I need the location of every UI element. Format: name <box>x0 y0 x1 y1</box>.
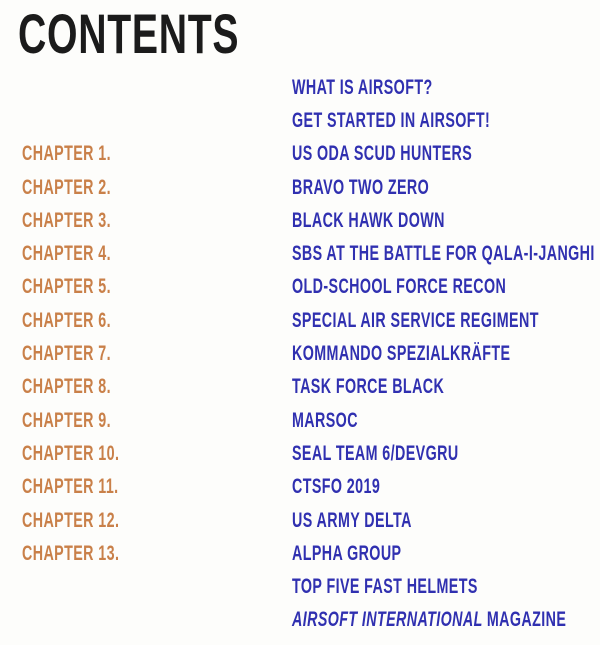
page-title: CONTENTS <box>18 2 240 65</box>
entry-title <box>292 543 401 564</box>
toc-row <box>22 138 594 171</box>
title-cell <box>292 77 594 99</box>
entry-title-part: KOMMANDO SPEZIALKRÄFTE <box>292 342 511 366</box>
chapter-cell <box>22 210 292 232</box>
toc-row <box>22 304 594 337</box>
title-cell <box>292 243 600 265</box>
entry-title <box>292 177 429 198</box>
entry-title <box>292 410 358 431</box>
entry-title-part: WHAT IS AIRSOFT? <box>292 75 433 99</box>
title-cell <box>292 343 600 365</box>
chapter-label: CHAPTER 12. <box>22 508 120 532</box>
chapter-cell <box>22 343 292 365</box>
entry-title <box>292 476 380 497</box>
entry-title <box>292 310 539 331</box>
toc-row <box>22 604 594 637</box>
entry-title <box>292 243 595 264</box>
chapter-label: CHAPTER 3. <box>22 208 111 232</box>
chapter-label: CHAPTER 10. <box>22 441 120 465</box>
entry-title-part: OLD-SCHOOL FORCE RECON <box>292 275 507 299</box>
chapter-label: CHAPTER 7. <box>22 342 111 366</box>
entry-title <box>292 143 472 164</box>
entry-title-part: MAGAZINE <box>486 608 567 632</box>
entry-title <box>292 376 444 397</box>
toc-row <box>22 570 594 603</box>
chapter-cell <box>22 510 292 532</box>
entry-title-part: US ODA SCUD HUNTERS <box>292 142 473 166</box>
title-cell <box>292 510 594 532</box>
entry-title-part: US ARMY DELTA <box>292 508 412 532</box>
toc-row <box>22 337 594 370</box>
entry-title-part: TOP FIVE FAST HELMETS <box>292 575 478 599</box>
toc-row <box>22 504 594 537</box>
entry-title-italic-part: AIRSOFT INTERNATIONAL <box>292 608 487 632</box>
chapter-label: CHAPTER 6. <box>22 308 111 332</box>
title-cell <box>292 609 600 631</box>
toc-row <box>22 71 594 104</box>
entry-title-part: ALPHA GROUP <box>292 541 402 565</box>
toc-row <box>22 471 594 504</box>
toc-row <box>22 237 594 270</box>
entry-title-part: SPECIAL AIR SERVICE REGIMENT <box>292 308 539 332</box>
entry-title <box>292 510 412 531</box>
chapter-cell <box>22 143 292 165</box>
toc-row <box>22 437 594 470</box>
title-cell <box>292 110 594 132</box>
chapter-cell <box>22 443 292 465</box>
chapter-cell <box>22 376 292 398</box>
entry-title-part: SBS AT THE BATTLE FOR QALA-I-JANGHI <box>292 242 595 266</box>
entry-title <box>292 77 433 98</box>
chapter-label: CHAPTER 8. <box>22 375 111 399</box>
entry-title-part: SEAL TEAM 6/DEVGRU <box>292 441 459 465</box>
entry-title <box>292 210 445 231</box>
title-cell <box>292 276 600 298</box>
entry-title-part: TASK FORCE BLACK <box>292 375 445 399</box>
chapter-label: CHAPTER 11. <box>22 475 119 499</box>
title-cell <box>292 476 594 498</box>
toc-row <box>22 171 594 204</box>
chapter-cell <box>22 79 292 97</box>
chapter-cell <box>22 578 292 596</box>
title-cell <box>292 210 594 232</box>
entry-title <box>292 343 510 364</box>
entry-title <box>292 110 490 131</box>
chapter-label: CHAPTER 4. <box>22 242 111 266</box>
entry-title-part: BRAVO TWO ZERO <box>292 175 430 199</box>
toc-row <box>22 371 594 404</box>
title-cell <box>292 177 594 199</box>
chapter-cell <box>22 310 292 332</box>
chapter-cell <box>22 543 292 565</box>
title-cell <box>292 543 594 565</box>
title-cell <box>292 410 594 432</box>
chapter-cell <box>22 410 292 432</box>
title-cell <box>292 576 594 598</box>
entry-title <box>292 609 566 630</box>
entry-title-part: CTSFO 2019 <box>292 475 381 499</box>
chapter-label: CHAPTER 1. <box>22 142 111 166</box>
chapter-cell <box>22 112 292 130</box>
entry-title-part: MARSOC <box>292 408 358 432</box>
entry-title-part: BLACK HAWK DOWN <box>292 208 445 232</box>
chapter-cell <box>22 276 292 298</box>
toc-row <box>22 104 594 137</box>
chapter-cell <box>22 611 292 629</box>
toc-row <box>22 537 594 570</box>
toc-list <box>22 71 594 637</box>
title-cell <box>292 310 600 332</box>
chapter-cell <box>22 177 292 199</box>
entry-title <box>292 276 506 297</box>
title-cell <box>292 443 594 465</box>
entry-title <box>292 443 459 464</box>
chapter-label: CHAPTER 9. <box>22 408 111 432</box>
title-cell <box>292 376 594 398</box>
entry-title-part: GET STARTED IN AIRSOFT! <box>292 108 491 132</box>
chapter-label: CHAPTER 2. <box>22 175 111 199</box>
chapter-label: CHAPTER 13. <box>22 541 120 565</box>
chapter-cell <box>22 476 292 498</box>
toc-row <box>22 204 594 237</box>
chapter-label: CHAPTER 5. <box>22 275 111 299</box>
toc-row <box>22 271 594 304</box>
toc-row <box>22 404 594 437</box>
entry-title <box>292 576 478 597</box>
chapter-cell <box>22 243 292 265</box>
title-cell <box>292 143 594 165</box>
